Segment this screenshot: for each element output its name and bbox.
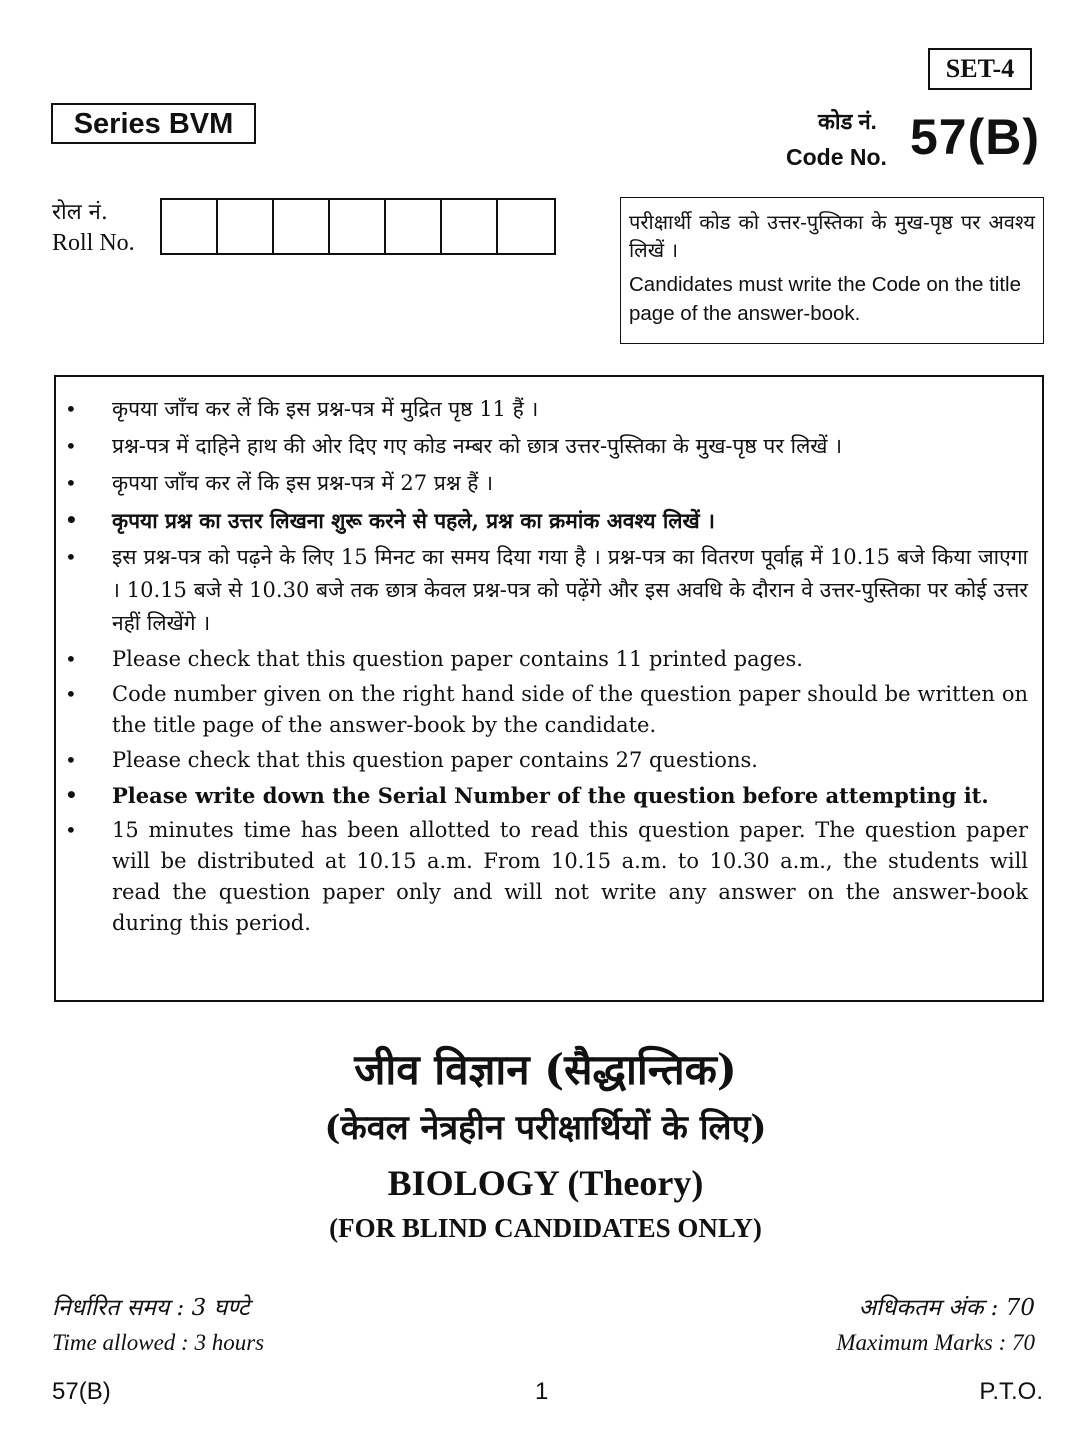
roll-number-cell[interactable] [162, 200, 218, 253]
instruction-item: • Please check that this question paper contains 27 questions. [56, 745, 1028, 776]
page-number: 1 [535, 1378, 549, 1405]
roll-number-cell[interactable] [218, 200, 274, 253]
code-label-hindi: कोड नं. [818, 109, 877, 134]
code-note-english: Candidates must write the Code on the title page of the answer-book. [629, 273, 1021, 325]
roll-number-cell[interactable] [330, 200, 386, 253]
instruction-item: • इस प्रश्न-पत्र को पढ़ने के लिए 15 मिनट का समय दिया गया है । प्रश्न-पत्र का वितरण पूर्वाह्न में 10.15 बजे किया जाएगा । 10.15 बजे से 10.30 बजे तक छात्र केवल प्रश्न-पत्र को पढ़ेंगे और इस अवधि के दौरान वे उत्तर-पुस्तिका पर कोई उत्तर नहीं लिखेंगे । [56, 541, 1028, 640]
roll-number-cell[interactable] [274, 200, 330, 253]
set-label: SET-4 [928, 48, 1032, 90]
instruction-item: • कृपया जाँच कर लें कि इस प्रश्न-पत्र में मुद्रित पृष्ठ 11 हैं । [56, 393, 1028, 426]
footer-code: 57(B) [52, 1378, 111, 1405]
roll-label-english: Roll No. [52, 230, 135, 256]
title-hindi: जीव विज्ञान (सैद्धान्तिक) [354, 1045, 737, 1094]
roll-number-grid [160, 198, 556, 255]
instruction-item: • 15 minutes time has been allotted to read this question paper. The question paper will be distributed at 10.15 a.m. From 10.15 a.m. to 10.30 a.m., the students will read the question paper only and will not write any answer on the answer-book during this period. [56, 815, 1028, 939]
instruction-item: • Please write down the Serial Number of the question before attempting it. [56, 780, 1028, 811]
subtitle-hindi: (केवल नेत्रहीन परीक्षार्थियों के लिए) [324, 1108, 767, 1148]
code-label-english: Code No. [786, 144, 887, 170]
subtitle-english: (FOR BLIND CANDIDATES ONLY) [329, 1213, 762, 1243]
time-allowed-hindi: निर्धारित समय : 3 घण्टे [52, 1295, 250, 1321]
code-note-hindi: परीक्षार्थी कोड को उत्तर-पुस्तिका के मुख-पृष्ठ पर अवश्य लिखें । [629, 210, 1035, 262]
instruction-item: • Please check that this question paper contains 11 printed pages. [56, 644, 1028, 675]
roll-number-cell[interactable] [442, 200, 498, 253]
series-label: Series BVM [51, 103, 256, 144]
roll-number-cell[interactable] [498, 200, 554, 253]
title-english: BIOLOGY (Theory) [387, 1163, 704, 1203]
instructions-box [54, 375, 1044, 1002]
instruction-item: • प्रश्न-पत्र में दाहिने हाथ की ओर दिए गए कोड नम्बर को छात्र उत्तर-पुस्तिका के मुख-पृष्ठ पर लिखें । [56, 430, 1028, 463]
roll-label-hindi: रोल नं. [52, 200, 108, 225]
instruction-item: • कृपया जाँच कर लें कि इस प्रश्न-पत्र में 27 प्रश्न हैं । [56, 467, 1028, 500]
pto-label: P.T.O. [979, 1378, 1043, 1405]
maximum-marks-english: Maximum Marks : 70 [836, 1330, 1035, 1355]
instruction-item: • Code number given on the right hand side of the question paper should be written on the title page of the answer-book by the candidate. [56, 679, 1028, 741]
roll-number-cell[interactable] [386, 200, 442, 253]
instruction-item: • कृपया प्रश्न का उत्तर लिखना शुरू करने से पहले, प्रश्न का क्रमांक अवश्य लिखें । [56, 504, 1028, 537]
time-allowed-english: Time allowed : 3 hours [52, 1330, 265, 1355]
instructions-list [56, 393, 1028, 939]
maximum-marks-hindi: अधिकतम अंक : 70 [858, 1295, 1035, 1321]
code-note-box [620, 197, 1044, 344]
code-number: 57(B) [910, 109, 1041, 165]
